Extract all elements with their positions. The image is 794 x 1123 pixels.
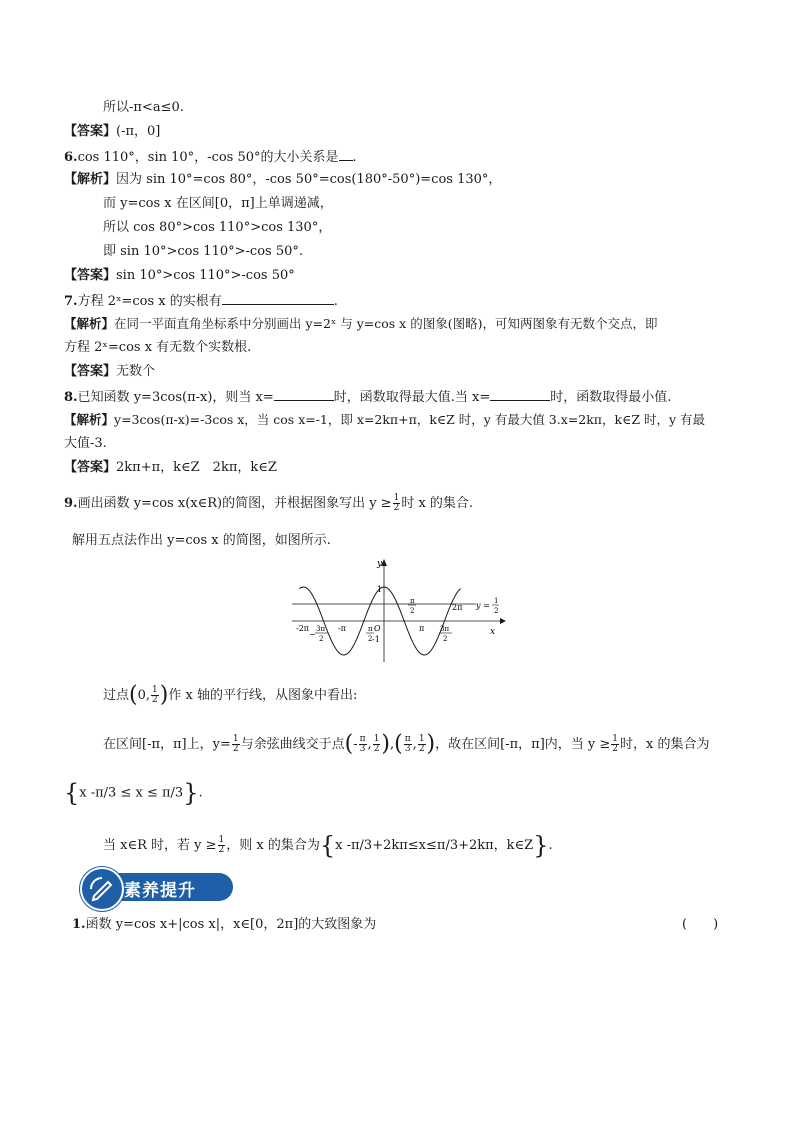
- analysis-6-line-2: 而 y=cos x 在区间[0，π]上单调递减，: [103, 196, 333, 211]
- answer-tag: 【答案】: [64, 124, 117, 139]
- answer-8: [64, 459, 277, 477]
- question-6-number: 6.: [64, 150, 78, 165]
- tick-one: 1: [377, 585, 383, 594]
- minus-sign: −: [309, 630, 316, 639]
- question-1-number: 1.: [72, 917, 86, 932]
- question-1: [72, 916, 376, 934]
- solution-9-line-4: {x -π/3 ≤ x ≤ π/3}.: [64, 779, 203, 807]
- question-7-end: .: [333, 294, 338, 309]
- x-axis-label: x: [490, 627, 496, 637]
- question-7-number: 7.: [64, 294, 78, 309]
- solution-9-line-2: 过点(0, $\frac{1}{2}$ )作 x 轴的平行线，从图象中看出:: [103, 682, 358, 708]
- answer-6: [64, 267, 295, 285]
- analysis-7-line-2: 方程 2ˣ=cos x 有无数个实数根.: [64, 340, 252, 355]
- text-line-1: 所以-π<a≤0.: [103, 100, 184, 115]
- answer-blank-1[interactable]: [274, 387, 334, 401]
- question-7: [64, 291, 338, 311]
- answer-blank[interactable]: [222, 291, 334, 305]
- line-label-den: 2: [494, 607, 499, 615]
- tick-neg-one: -1: [372, 635, 380, 644]
- answer-tag: 【答案】: [64, 268, 117, 283]
- fraction-half: $\frac{1}{2}$: [152, 685, 158, 705]
- tick-2pi: 2π: [452, 603, 463, 612]
- answer-tag: 【答案】: [64, 364, 117, 379]
- tick-pi: π: [419, 624, 425, 633]
- answer-blank-2[interactable]: [490, 387, 550, 401]
- tick-neg-pi-over-2-den: 2: [368, 635, 373, 643]
- question-1-paren[interactable]: ( ): [682, 917, 719, 932]
- tick-neg-pi-over-2-num: π: [368, 625, 373, 633]
- fraction-half: $\frac{1}{2}$: [393, 493, 400, 513]
- question-6-end: .: [352, 150, 357, 165]
- origin-label: O: [374, 624, 381, 633]
- cosine-graph: [288, 556, 508, 666]
- question-8-text-2: 时，函数取得最大值.当 x=: [333, 390, 491, 405]
- tick-3pi-over-2-den: 2: [443, 635, 448, 643]
- tick-pi-over-2-den: 2: [410, 607, 415, 615]
- analysis-8-line-1: [64, 411, 705, 429]
- tick-neg-2pi: -2π: [296, 624, 310, 633]
- analysis-8-line-2: 大值-3.: [64, 436, 107, 451]
- answer-5-value: (-π，0]: [116, 124, 161, 139]
- answer-8-value: 2kπ+π，k∈Z 2kπ，k∈Z: [116, 460, 277, 475]
- x-axis-arrow: [500, 618, 506, 624]
- answer-tag: 【答案】: [64, 460, 117, 475]
- section-banner: [80, 867, 235, 907]
- line-label-num: 1: [494, 597, 499, 605]
- tick-neg-pi: -π: [338, 624, 346, 633]
- y-axis-label: y: [377, 559, 383, 569]
- question-9-text-2: 时 x 的集合.: [401, 496, 474, 511]
- analysis-tag: 【解析】: [64, 172, 117, 187]
- analysis-6-text-1: 因为 sin 10°=cos 80°，-cos 50°=cos(180°-50°)=cos 130°，: [116, 172, 502, 187]
- analysis-6-line-1: [64, 171, 501, 189]
- analysis-6-line-3: 所以 cos 80°>cos 110°>cos 130°，: [103, 220, 332, 235]
- analysis-6-line-4: 即 sin 10°>cos 110°>-cos 50°.: [103, 244, 303, 259]
- analysis-7-text-1: 在同一平面直角坐标系中分别画出 y=2ˣ 与 y=cos x 的图象(图略)，可知两图象有无数个交点，即: [114, 316, 658, 331]
- analysis-7-line-1: [64, 315, 657, 333]
- analysis-tag: 【解析】: [64, 412, 115, 427]
- solution-9-text-2b: 作 x 轴的平行线，从图象中看出:: [168, 688, 358, 703]
- tick-neg-3pi-over-2-den: 2: [319, 635, 324, 643]
- analysis-8-text-1: y=3cos(π-x)=-3cos x，当 cos x=-1，即 x=2kπ+π，k∈Z 时，y 有最大值 3.x=2kπ，k∈Z 时，y 有最: [114, 412, 706, 427]
- question-6: [64, 147, 357, 167]
- answer-7-value: 无数个: [116, 364, 156, 379]
- question-8-number: 8.: [64, 390, 78, 405]
- question-9-text-1: 画出函数 y=cos x(x∈R)的简图，并根据图象写出 y ≥: [77, 496, 392, 511]
- question-8: [64, 387, 671, 407]
- question-6-text: cos 110°，sin 10°，-cos 50°的大小关系是: [77, 150, 339, 165]
- solution-9-line-3: 在区间[-π，π]上，y= $\frac{1}{2}$ 与余弦曲线交于点(- $\frac{\pi}{3}$ , $\frac{1}{2}$ ),( $\frac{\pi}{3}$ , $\frac{1}{2}$ )，故在区间[-π，π]内，当 y ≥ $\frac{1}{2}$ 时，x 的集合为: [103, 731, 710, 757]
- line-label: y =: [476, 601, 490, 610]
- answer-6-value: sin 10°>cos 110°>-cos 50°: [116, 268, 295, 283]
- answer-blank[interactable]: [339, 147, 353, 161]
- pencil-badge-icon: [80, 867, 124, 911]
- tick-pi-over-2-num: π: [410, 597, 415, 605]
- question-7-text: 方程 2ˣ=cos x 的实根有: [77, 294, 222, 309]
- analysis-tag: 【解析】: [64, 316, 115, 331]
- solution-9-line-1: 解用五点法作出 y=cos x 的简图，如图所示.: [72, 533, 331, 548]
- question-8-text-1: 已知函数 y=3cos(π-x)，则当 x=: [77, 390, 274, 405]
- solution-9-text-2a: 过点: [103, 688, 130, 703]
- solution-9-line-5: 当 x∈R 时，若 y ≥ $\frac{1}{2}$ ，则 x 的集合为{x -π/3+2kπ≤x≤π/3+2kπ，k∈Z}.: [103, 831, 553, 860]
- question-9: [64, 494, 473, 513]
- set-notation-2: x -π/3+2kπ≤x≤π/3+2kπ，k∈Z: [335, 838, 534, 853]
- answer-7: [64, 363, 155, 381]
- question-8-text-3: 时，函数取得最小值.: [550, 390, 672, 405]
- tick-neg-3pi-over-2-num: 3π: [316, 625, 326, 633]
- tick-3pi-over-2-num: 3π: [440, 625, 450, 633]
- set-notation-1: x -π/3 ≤ x ≤ π/3: [79, 785, 184, 801]
- banner-title: 素养提升: [124, 881, 196, 901]
- question-9-number: 9.: [64, 496, 78, 511]
- question-1-text: 函数 y=cos x+|cos x|，x∈[0，2π]的大致图象为: [85, 917, 377, 932]
- answer-5: [64, 123, 160, 141]
